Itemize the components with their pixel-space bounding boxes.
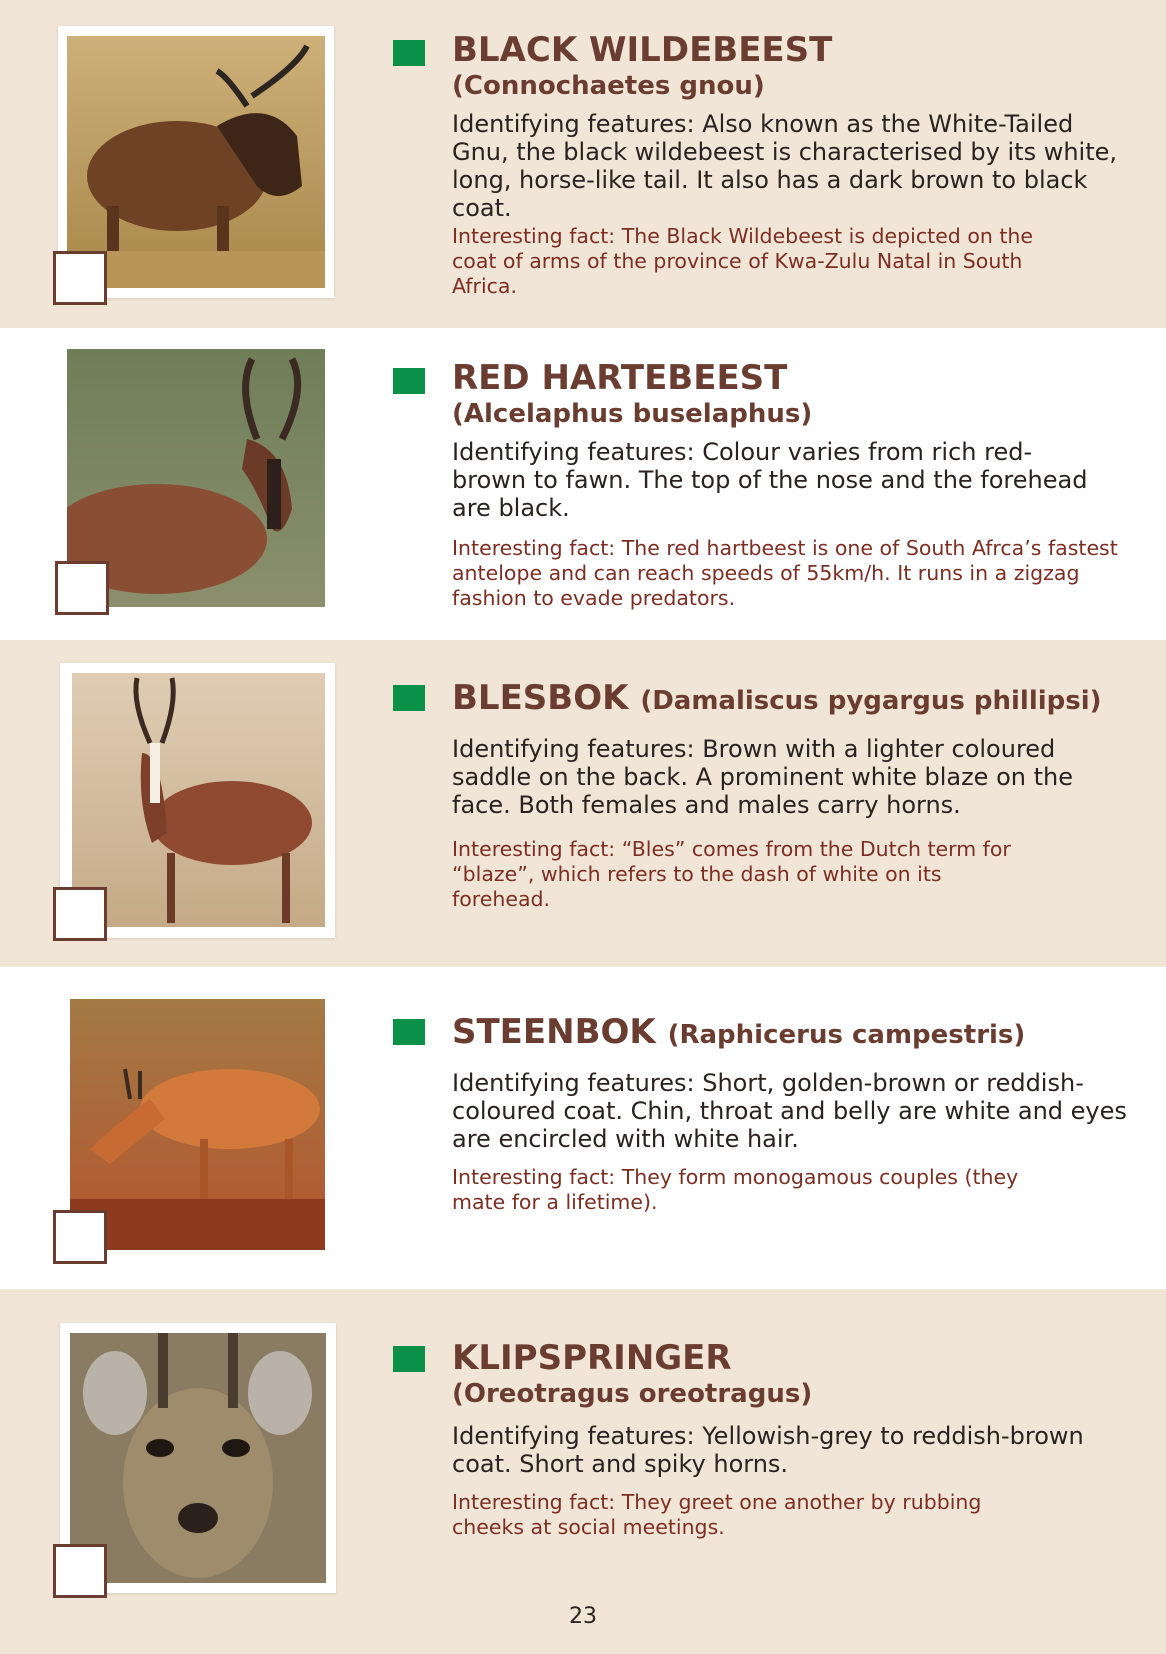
interesting-fact: Interesting fact: “Bles” comes from the Dutch term for “blaze”, which refers to the dash of white on its forehead. (452, 837, 1011, 911)
checkbox-steenbok[interactable] (53, 1210, 107, 1264)
interesting-fact: Interesting fact: The red hartbeest is one of South Afrca’s fastest antelope and can reach speeds of 55km/h. It runs in a zigzag fashion to evade predators. (452, 536, 1118, 610)
interesting-fact: Interesting fact: They form monogamous couples (they mate for a lifetime). (452, 1165, 1019, 1214)
interesting-fact: Interesting fact: The Black Wildebeest is depicted on the coat of arms of the province of Kwa-Zulu Natal in South Africa. (452, 224, 1034, 298)
entry-klipspringer (452, 1338, 1132, 1540)
steenbok-photo (70, 999, 325, 1250)
checkbox-black-wildebeest[interactable] (53, 251, 107, 305)
identifying-features: Identifying features: Colour varies from rich red-brown to fawn. The top of the nose and the forehead are black. (452, 438, 1088, 522)
identifying-features: Identifying features: Yellowish-grey to reddish-brown coat. Short and spiky horns. (452, 1422, 1084, 1478)
green-marker-icon (393, 368, 425, 394)
checkbox-blesbok[interactable] (53, 887, 107, 941)
green-marker-icon (393, 1019, 425, 1045)
entry-black-wildebeest (452, 30, 1132, 299)
animal-name: BLACK WILDEBEEST (452, 30, 833, 70)
green-marker-icon (393, 40, 425, 66)
animal-name-text: BLESBOK (452, 678, 629, 718)
checkbox-red-hartebeest[interactable] (55, 561, 109, 615)
scientific-name: (Connochaetes gnou) (452, 71, 765, 101)
animal-name: KLIPSPRINGER (452, 1338, 732, 1378)
klipspringer-photo (70, 1333, 326, 1583)
identifying-features: Identifying features: Also known as the White-Tailed Gnu, the black wildebeest is characterised by its white, long, horse-like tail. It also has a dark brown to black coat. (452, 110, 1118, 222)
animal-name (452, 678, 1132, 721)
entry-blesbok (452, 678, 1132, 912)
entry-steenbok (452, 1012, 1132, 1215)
checkbox-klipspringer[interactable] (53, 1544, 107, 1598)
scientific-name: (Oreotragus oreotragus) (452, 1379, 813, 1409)
green-marker-icon (393, 685, 425, 711)
scientific-name: (Damaliscus pygargus phillipsi) (640, 686, 1102, 716)
page-number: 23 (569, 1604, 597, 1629)
scientific-name: (Alcelaphus buselaphus) (452, 399, 813, 429)
green-marker-icon (393, 1346, 425, 1372)
blesbok-photo (72, 673, 325, 927)
animal-name-text: STEENBOK (452, 1012, 656, 1052)
identifying-features: Identifying features: Short, golden-brown or reddish-coloured coat. Chin, throat and belly are white and eyes are encircled with white hair. (452, 1069, 1127, 1153)
identifying-features: Identifying features: Brown with a lighter coloured saddle on the back. A prominent white blaze on the face. Both females and males carry horns. (452, 735, 1073, 819)
scientific-name: (Raphicerus campestris) (667, 1020, 1026, 1050)
animal-name (452, 1012, 1132, 1055)
interesting-fact: Interesting fact: They greet one another by rubbing cheeks at social meetings. (452, 1490, 982, 1539)
entry-red-hartebeest (452, 358, 1132, 611)
animal-name: RED HARTEBEEST (452, 358, 788, 398)
